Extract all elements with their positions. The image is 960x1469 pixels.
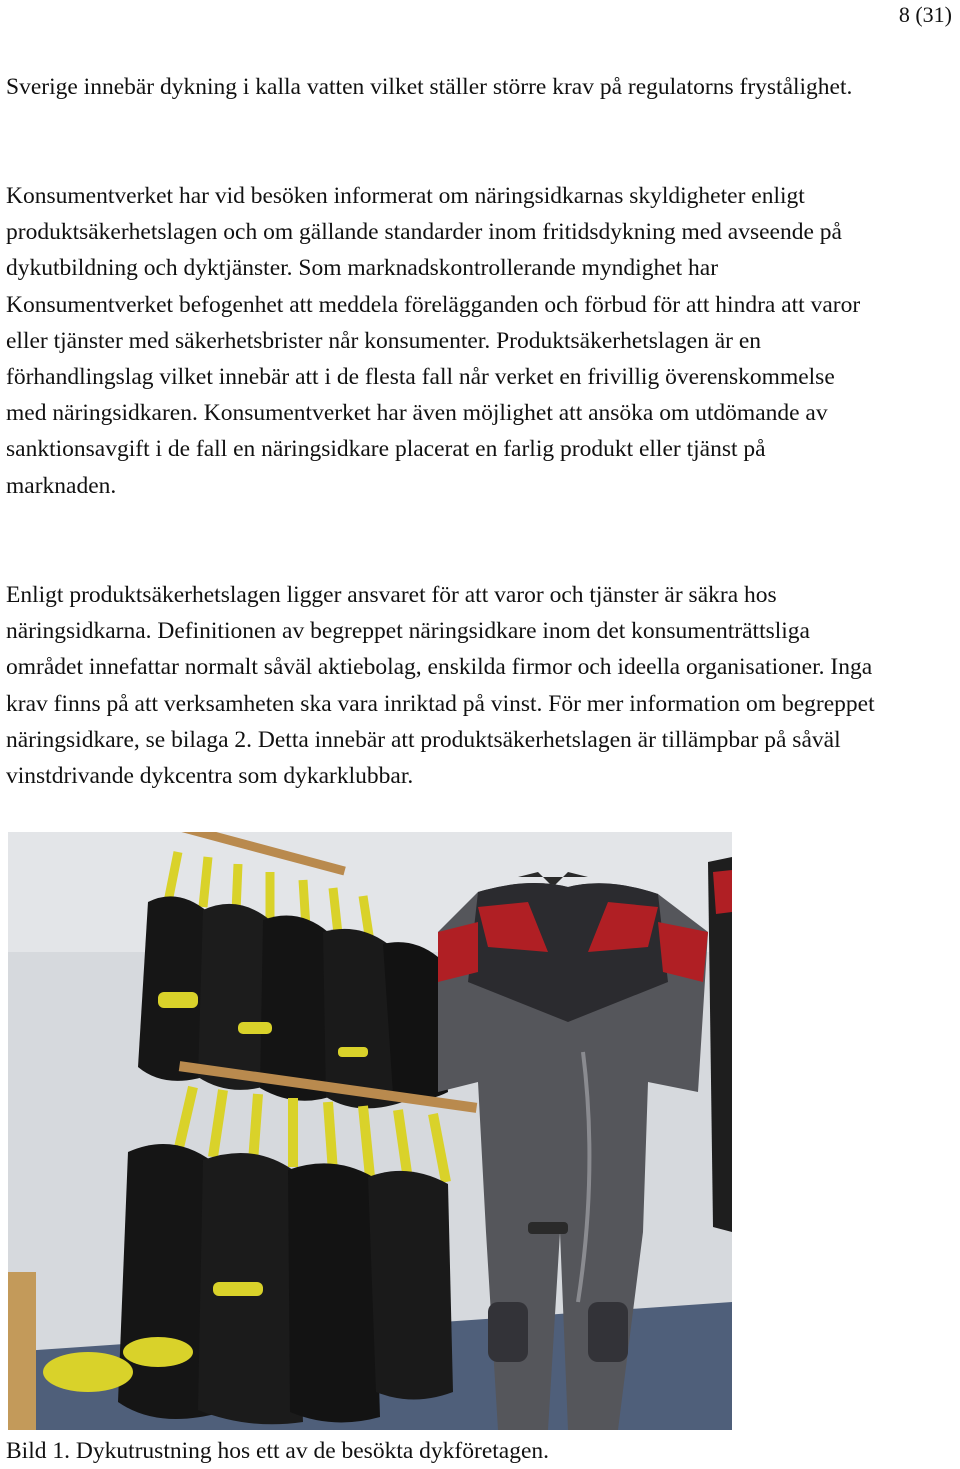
door-frame [8,1272,36,1430]
dive-equipment-photo [8,832,732,1430]
paragraph-1: Sverige innebär dykning i kalla vatten vilket ställer större krav på regulatorns frystålighet. [6,74,853,100]
page-number: 8 (31) [898,2,952,27]
paragraph-3: Enligt produktsäkerhetslagen ligger ansvaret för att varor och tjänster är säkra hos näringsidkarna. Definitionen av begreppet näringsidkare inom det konsumenträttsliga området innefattar normalt såväl aktiebolag, enskilda firmor och ideella organisationer. Inga krav finns på att verksamheten ska vara inriktad på vinst. För mer information om begreppet näringsidkare, se bilaga 2. Detta innebär att produktsäkerhetslagen är tillämpbar på såväl vinstdrivande dykcentra som dykarklubbar. [6,582,875,790]
body-text [6,577,876,794]
side-suit-accent [713,870,732,914]
dive-equipment-illustration [8,832,732,1430]
body-text [6,69,876,105]
body-text [6,178,876,504]
paragraph-2: Konsumentverket har vid besöken informerat om näringsidkarnas skyldigheter enligt produktsäkerhetslagen och om gällande standarder inom fritidsdykning med avseende på dykutbildning och dyktjänster. Som marknadskontrollerande myndighet har Konsumentverket befogenhet att meddela förelägganden och förbud för att hindra att varor eller tjänster med säkerhetsbrister når konsumenter. Produktsäkerhetslagen är en förhandlingslag vilket innebär att i de flesta fall når verket en frivillig överenskommelse med näringsidkaren. Konsumentverket har även möjlighet att ansöka om utdömande av sanktionsavgift i de fall en näringsidkare placerat en farlig produkt eller tjänst på marknaden. [6,183,861,499]
figure-caption: Bild 1. Dykutrustning hos ett av de besökta dykföretagen. [6,1438,550,1464]
